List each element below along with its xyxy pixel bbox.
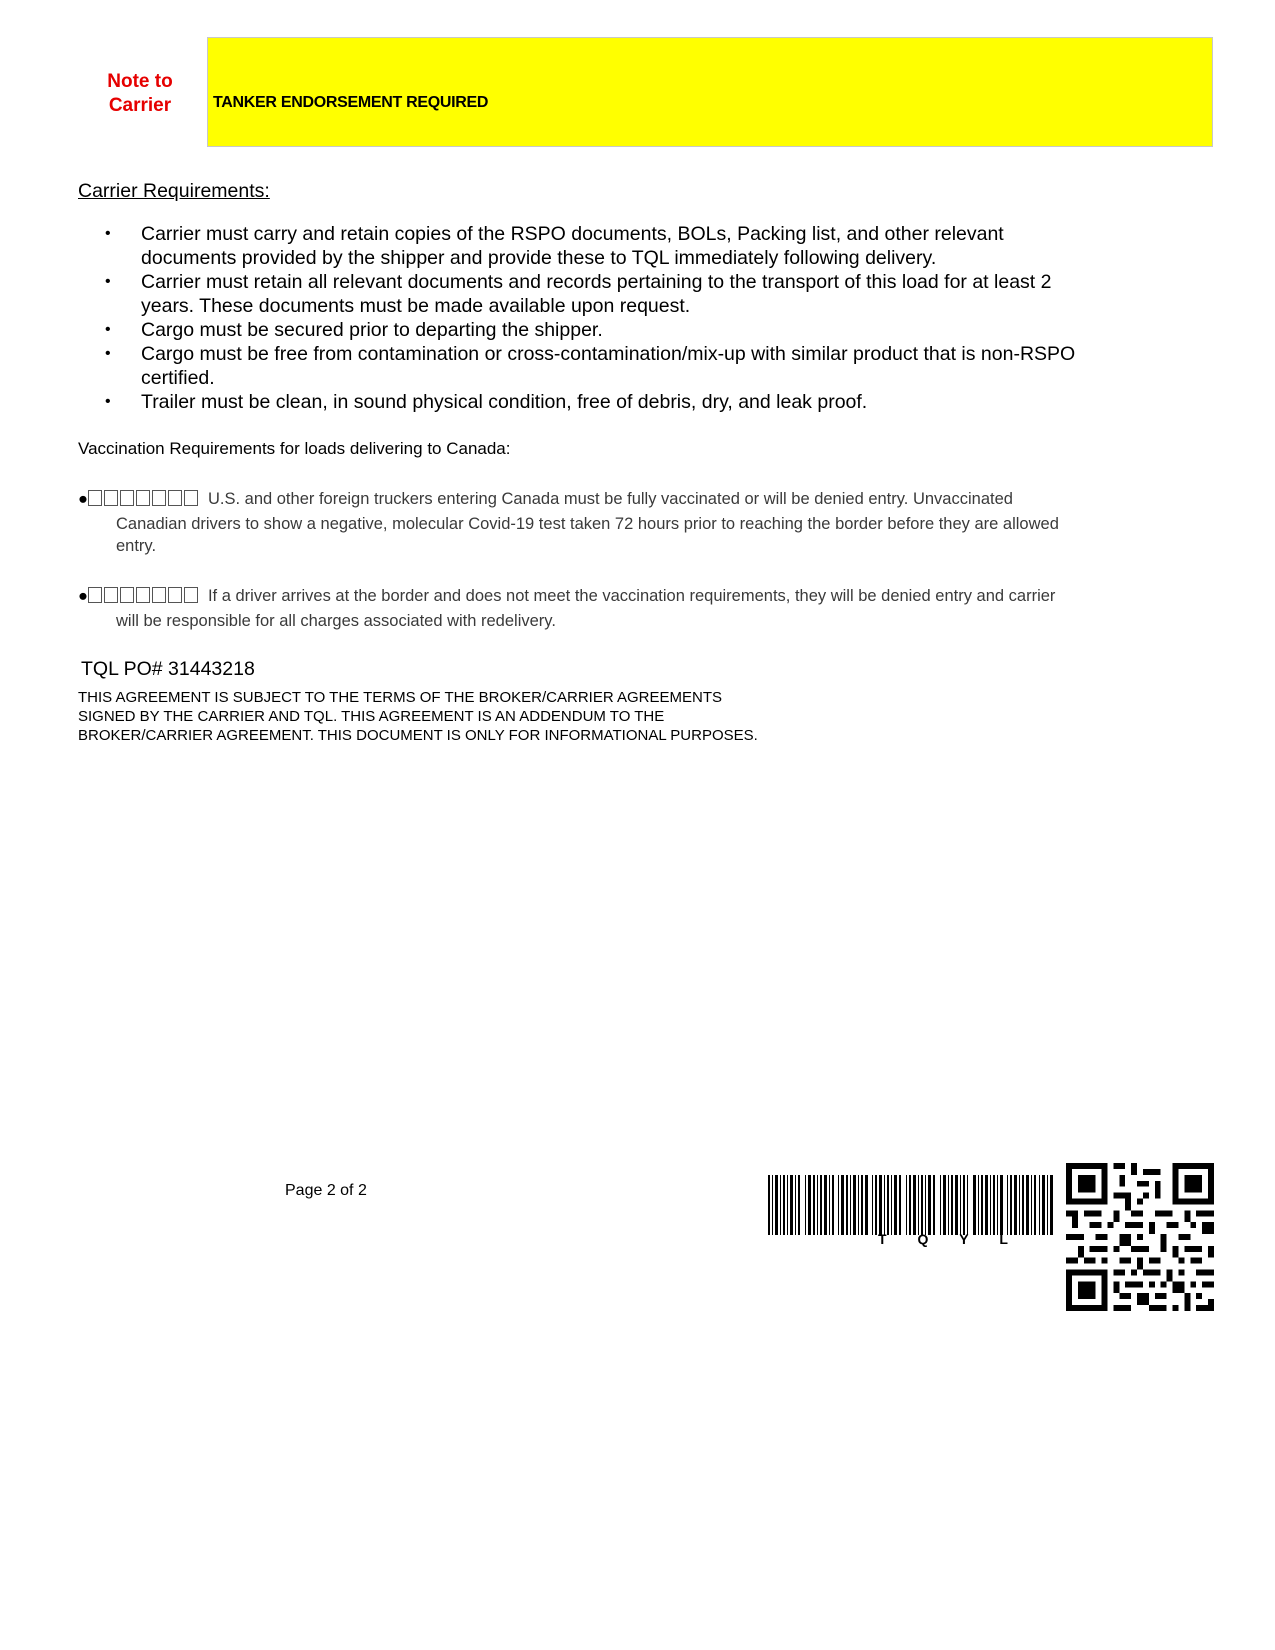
bullet-icon: • — [105, 273, 111, 290]
list-item — [78, 222, 1088, 270]
carrier-requirements-list — [78, 222, 1088, 414]
vaccination-item — [78, 585, 1078, 632]
requirement-text: Cargo must be secured prior to departing the shipper. — [141, 319, 603, 341]
requirement-text: Trailer must be clean, in sound physical condition, free of debris, dry, and leak proof. — [141, 391, 868, 413]
vaccination-title: Vaccination Requirements for loads delivering to Canada: — [78, 439, 511, 458]
bullet-icon: ● — [78, 490, 88, 508]
bullet-icon: • — [105, 321, 111, 338]
vaccination-text: U.S. and other foreign truckers entering Canada must be fully vaccinated or will be denied entry. Unvaccinated Canadian drivers to show a negative, molecular Covid-19 test taken 72 hours prior to reaching the border before they are allowed entry. — [116, 490, 1059, 555]
barcode-icon — [768, 1175, 1053, 1235]
barcode-letter: T — [878, 1231, 887, 1247]
list-item — [78, 390, 1088, 414]
list-item — [78, 342, 1088, 390]
vaccination-item — [78, 488, 1078, 558]
bullet-icon: • — [105, 393, 111, 410]
agreement-text: THIS AGREEMENT IS SUBJECT TO THE TERMS OF THE BROKER/CARRIER AGREEMENTS SIGNED BY THE CARRIER AND TQL. THIS AGREEMENT IS AN ADDENDUM TO THE BROKER/CARRIER AGREEMENT. THIS DOCUMENT IS ONLY FOR INFORMATIONAL PURPOSES. — [78, 689, 758, 744]
list-item — [78, 270, 1088, 318]
missing-glyph-boxes — [88, 490, 200, 513]
qr-code-icon — [1066, 1163, 1214, 1311]
po-number: TQL PO# 31443218 — [81, 658, 255, 680]
barcode-letter: L — [999, 1231, 1008, 1247]
barcode-letter: Y — [959, 1231, 969, 1247]
vaccination-text: If a driver arrives at the border and does not meet the vaccination requirements, they will be denied entry and carrier will be responsible for all charges associated with redelivery. — [116, 587, 1056, 630]
carrier-requirements-title: Carrier Requirements: — [78, 180, 270, 202]
requirement-text: Cargo must be free from contamination or cross-contamination/mix-up with similar product that is non-RSPO certified. — [141, 343, 1076, 389]
requirement-text: Carrier must retain all relevant documents and records pertaining to the transport of this load for at least 2 years. These documents must be made available upon request. — [141, 271, 1052, 317]
barcode-label — [878, 1231, 1008, 1247]
note-text: TANKER ENDORSEMENT REQUIRED — [213, 94, 489, 111]
bullet-icon: • — [105, 345, 111, 362]
note-to-carrier-label: Note to Carrier — [107, 71, 173, 116]
page-number: Page 2 of 2 — [285, 1182, 367, 1199]
barcode-letter: Q — [917, 1231, 929, 1247]
missing-glyph-boxes — [88, 587, 200, 610]
bullet-icon: ● — [78, 587, 88, 605]
requirement-text: Carrier must carry and retain copies of the RSPO documents, BOLs, Packing list, and other relevant documents provided by the shipper and provide these to TQL immediately following delivery. — [141, 223, 1004, 269]
note-box — [207, 37, 1213, 147]
bullet-icon: • — [105, 225, 111, 242]
list-item — [78, 318, 1088, 342]
